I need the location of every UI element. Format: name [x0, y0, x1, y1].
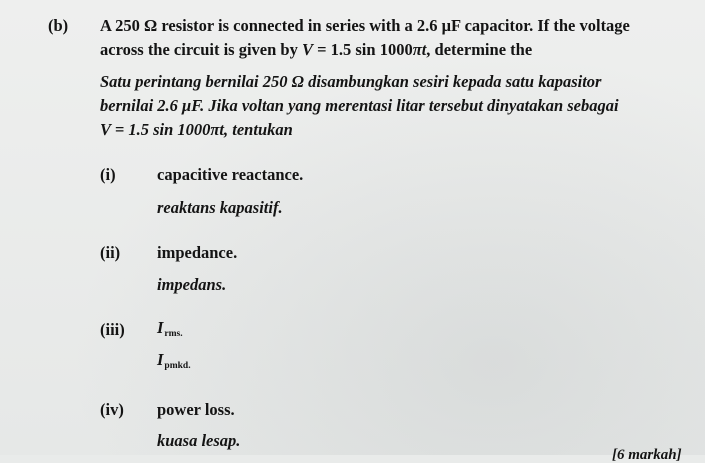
- rms-period: .: [180, 329, 183, 339]
- question-malay-line3-rest: = 1.5 sin 1000πt, tentukan: [110, 120, 293, 139]
- part-label: (b): [48, 16, 69, 35]
- item-label-ii: (ii): [100, 243, 121, 262]
- pmkd-subscript: pmkd: [164, 361, 189, 371]
- pi-t-term: πt: [412, 40, 427, 59]
- pmkd-period: .: [188, 361, 191, 371]
- item-label-i: (i): [100, 165, 116, 184]
- item-iv-malay: kuasa lesap.: [157, 431, 241, 450]
- question-english-line2-post: , determine the: [426, 40, 533, 59]
- current-symbol: I: [157, 318, 164, 337]
- item-iii-malay: [157, 352, 191, 372]
- question-english-line2-pre: across the circuit is given by: [100, 40, 302, 59]
- marks-label: [6 markah]: [612, 447, 682, 463]
- item-i-malay: reaktans kapasitif.: [157, 198, 283, 217]
- item-iii-english: [157, 320, 183, 340]
- voltage-variable: V: [301, 40, 313, 59]
- current-symbol-malay: I: [157, 350, 164, 369]
- item-label-iv: (iv): [100, 400, 124, 419]
- item-i-english: capacitive reactance.: [157, 165, 304, 184]
- rms-subscript: rms: [164, 329, 181, 339]
- question-malay-line1: Satu perintang bernilai 250 Ω disambungkan sesiri kepada satu kapasitor: [100, 72, 602, 91]
- item-ii-english: impedance.: [157, 243, 238, 262]
- question-english-line2-mid: = 1.5 sin 1000: [312, 40, 413, 59]
- item-ii-malay: impedans.: [157, 275, 227, 294]
- question-malay-line2: bernilai 2.6 μF. Jika voltan yang merentasi litar tersebut dinyatakan sebagai: [100, 96, 619, 115]
- voltage-variable-malay: V: [100, 120, 111, 139]
- item-iv-english: power loss.: [157, 400, 235, 419]
- question-english-line1: A 250 Ω resistor is connected in series with a 2.6 μF capacitor. If the voltage: [100, 16, 630, 35]
- question-malay-line3: [100, 122, 293, 139]
- question-english-line2: [100, 42, 532, 59]
- item-label-iii: (iii): [100, 320, 125, 339]
